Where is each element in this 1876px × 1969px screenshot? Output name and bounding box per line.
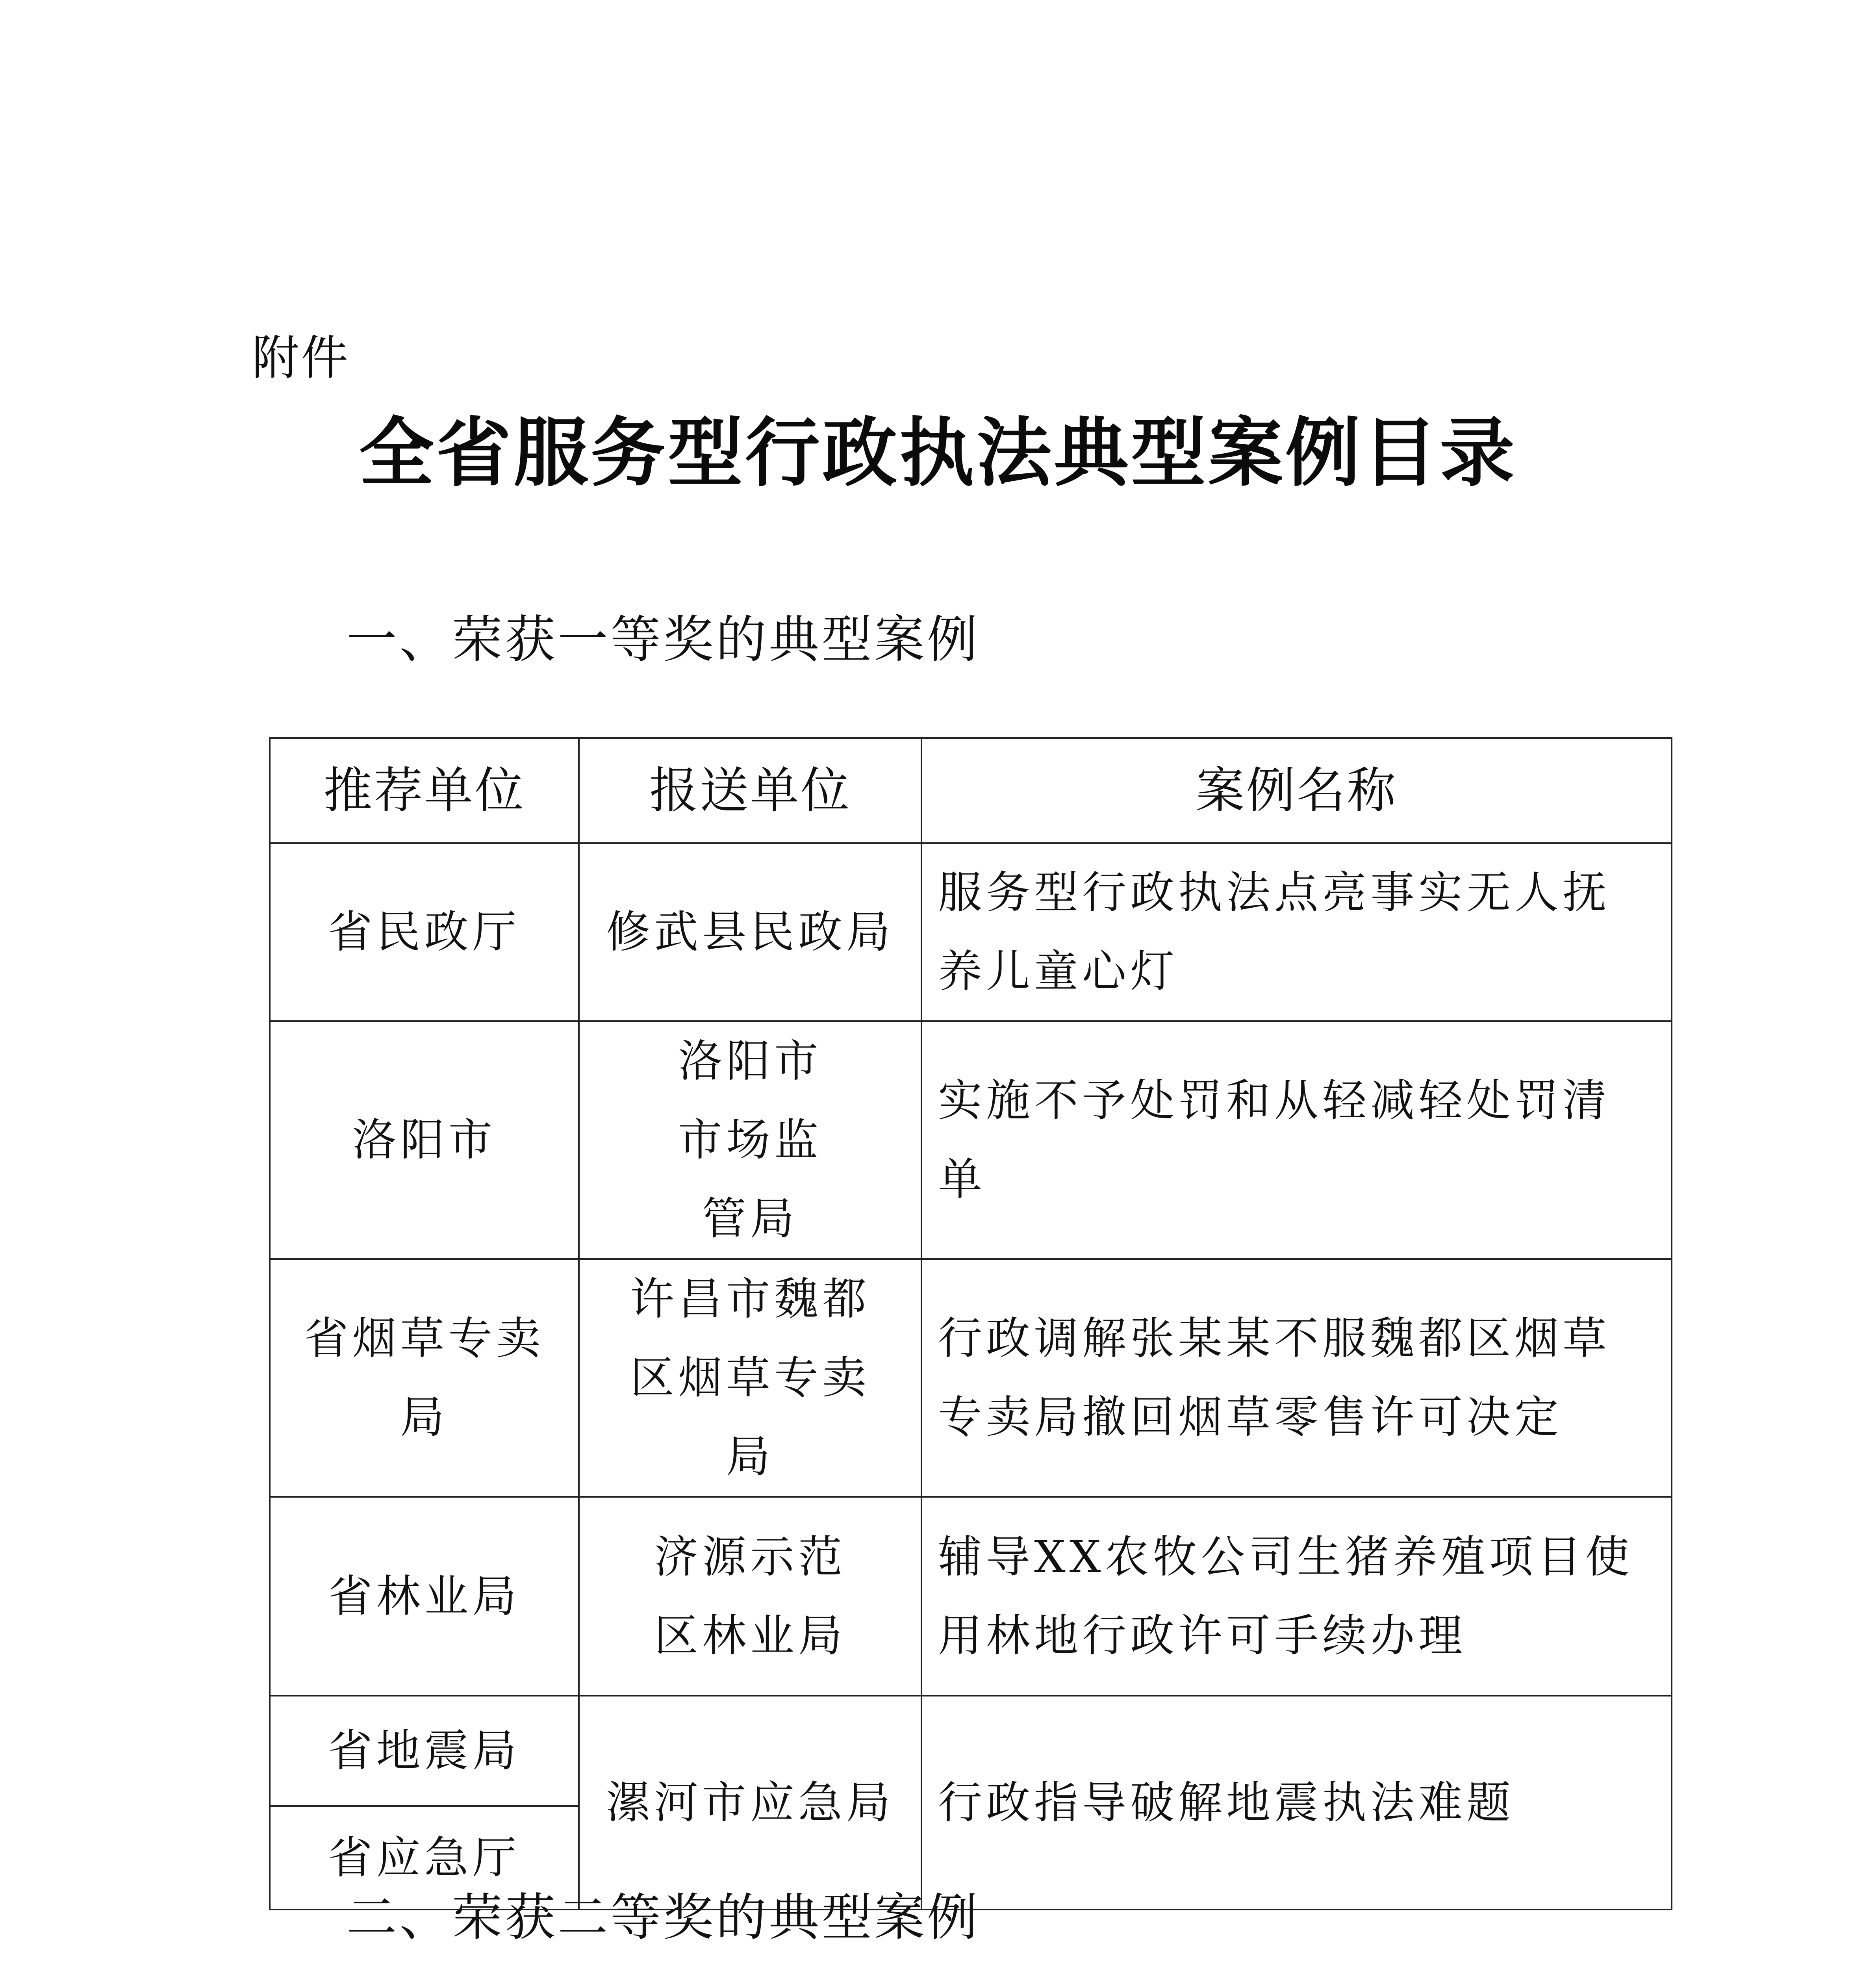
table-row bbox=[270, 843, 1672, 1021]
column-header-recommender: 推荐单位 bbox=[270, 738, 579, 843]
case-name-cell: 辅导XX农牧公司生猪养殖项目使用林地行政许可手续办理 bbox=[921, 1497, 1672, 1696]
case-name-cell: 行政调解张某某不服魏都区烟草专卖局撤回烟草零售许可决定 bbox=[921, 1259, 1672, 1497]
recommender-cell: 省烟草专卖局 bbox=[270, 1259, 579, 1497]
submitter-cell: 漯河市应急局 bbox=[579, 1696, 921, 1910]
submitter-cell: 济源示范区林业局 bbox=[579, 1497, 921, 1696]
attachment-label: 附件 bbox=[252, 331, 350, 386]
recommender-cell: 洛阳市 bbox=[270, 1021, 579, 1259]
submitter-cell: 修武县民政局 bbox=[579, 843, 921, 1021]
table-row bbox=[270, 1259, 1672, 1497]
submitter-cell: 许昌市魏都区烟草专卖局 bbox=[579, 1259, 921, 1497]
column-header-case-name: 案例名称 bbox=[921, 738, 1672, 843]
first-prize-table bbox=[269, 737, 1672, 1910]
recommender-cell: 省民政厅 bbox=[270, 843, 579, 1021]
case-name-cell: 实施不予处罚和从轻减轻处罚清单 bbox=[921, 1021, 1672, 1259]
page-title: 全省服务型行政执法典型案例目录 bbox=[359, 409, 1517, 497]
section-heading-first-prize: 一、荣获一等奖的典型案例 bbox=[347, 610, 980, 669]
submitter-cell: 洛阳市市场监管局 bbox=[579, 1021, 921, 1259]
table-header-row bbox=[270, 738, 1672, 843]
section-heading-second-prize: 二、荣获二等奖的典型案例 bbox=[347, 1888, 980, 1947]
table-row bbox=[270, 1021, 1672, 1259]
table-row bbox=[270, 1497, 1672, 1696]
recommender-cell-secondary: 省应急厅 bbox=[270, 1806, 579, 1910]
table-row bbox=[270, 1696, 1672, 1806]
column-header-submitter: 报送单位 bbox=[579, 738, 921, 843]
case-name-cell: 行政指导破解地震执法难题 bbox=[921, 1696, 1672, 1910]
case-name-cell: 服务型行政执法点亮事实无人抚养儿童心灯 bbox=[921, 843, 1672, 1021]
recommender-cell: 省地震局 bbox=[270, 1696, 579, 1806]
recommender-cell: 省林业局 bbox=[270, 1497, 579, 1696]
